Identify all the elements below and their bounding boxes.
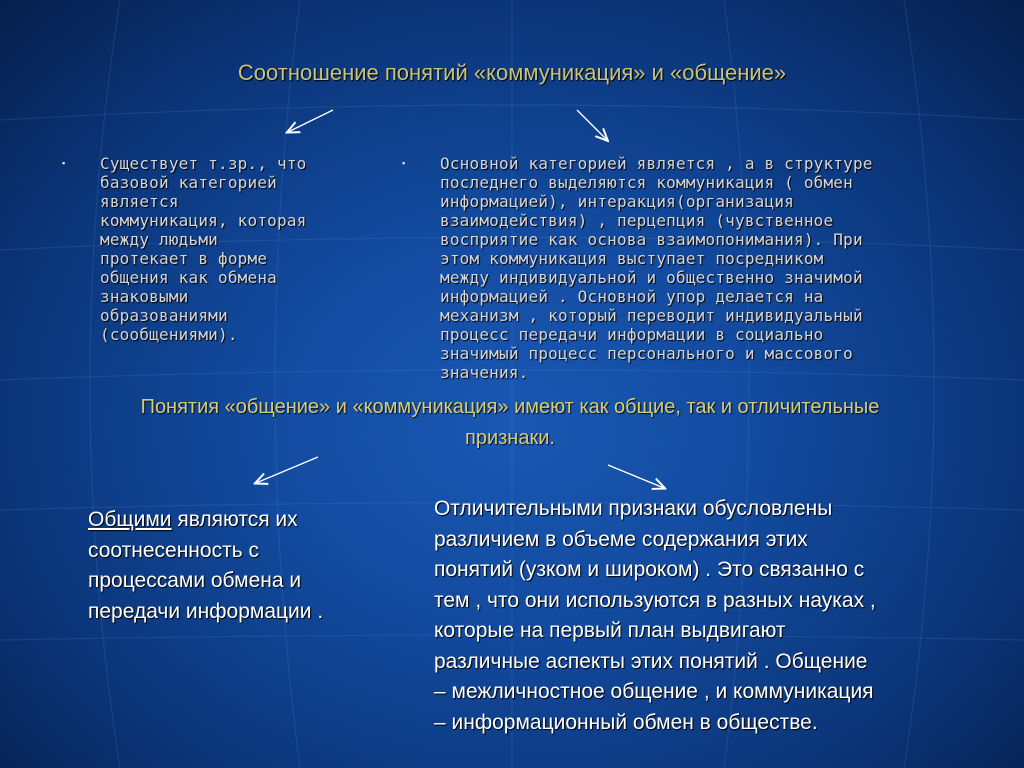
common-rest: являются их соотнесенность с процессами обмена и передачи информации .	[88, 508, 324, 623]
left-bullet-block	[62, 154, 307, 344]
right-bullet-block	[402, 154, 873, 382]
distinctive-features-text: Отличительными признаки обусловлены различием в объеме содержания этих понятий (узком и широком) . Это связанно с тем , что они используются в разных науках , которые на первый план выдвигают различные аспекты этих понятий . Общение – межличностное общение , и коммуникация – информационный обмен в обществе.	[434, 497, 876, 734]
arrow-right-bottom	[608, 465, 664, 488]
arrow-left-bottom	[256, 457, 318, 483]
arrow-left-top	[288, 110, 333, 132]
bullet-marker: ▪	[402, 158, 406, 168]
common-emphasis: Общими	[88, 508, 172, 531]
comparison-statement: Понятия «общение» и «коммуникация» имеют как общие, так и отличительные признаки.	[140, 396, 880, 449]
arrow-right-top	[577, 110, 607, 140]
common-features-text	[88, 505, 388, 627]
left-bullet-text: Существует т.зр., что базовой категорией является коммуникация, которая между людьми протекает в форме общения как обмена знаковыми образованиями (сообщениями).	[100, 154, 307, 344]
bullet-marker: ▪	[62, 158, 66, 168]
slide-title: Соотношение понятий «коммуникация» и «общение»	[237, 60, 787, 85]
right-bullet-text: Основной категорией является , а в структуре последнего выделяются коммуникация ( обмен информацией), интеракция(организация взаимодействия) , перцепция (чувственное восприятие как основа взаимопонимания). При этом коммуникация выступает посредником между индивидуальной и общественно значимой информацией . Основной упор делается на механизм , который переводит индивидуальный процесс передачи информации в социально значимый процесс персонального и массового значения.	[440, 154, 873, 382]
